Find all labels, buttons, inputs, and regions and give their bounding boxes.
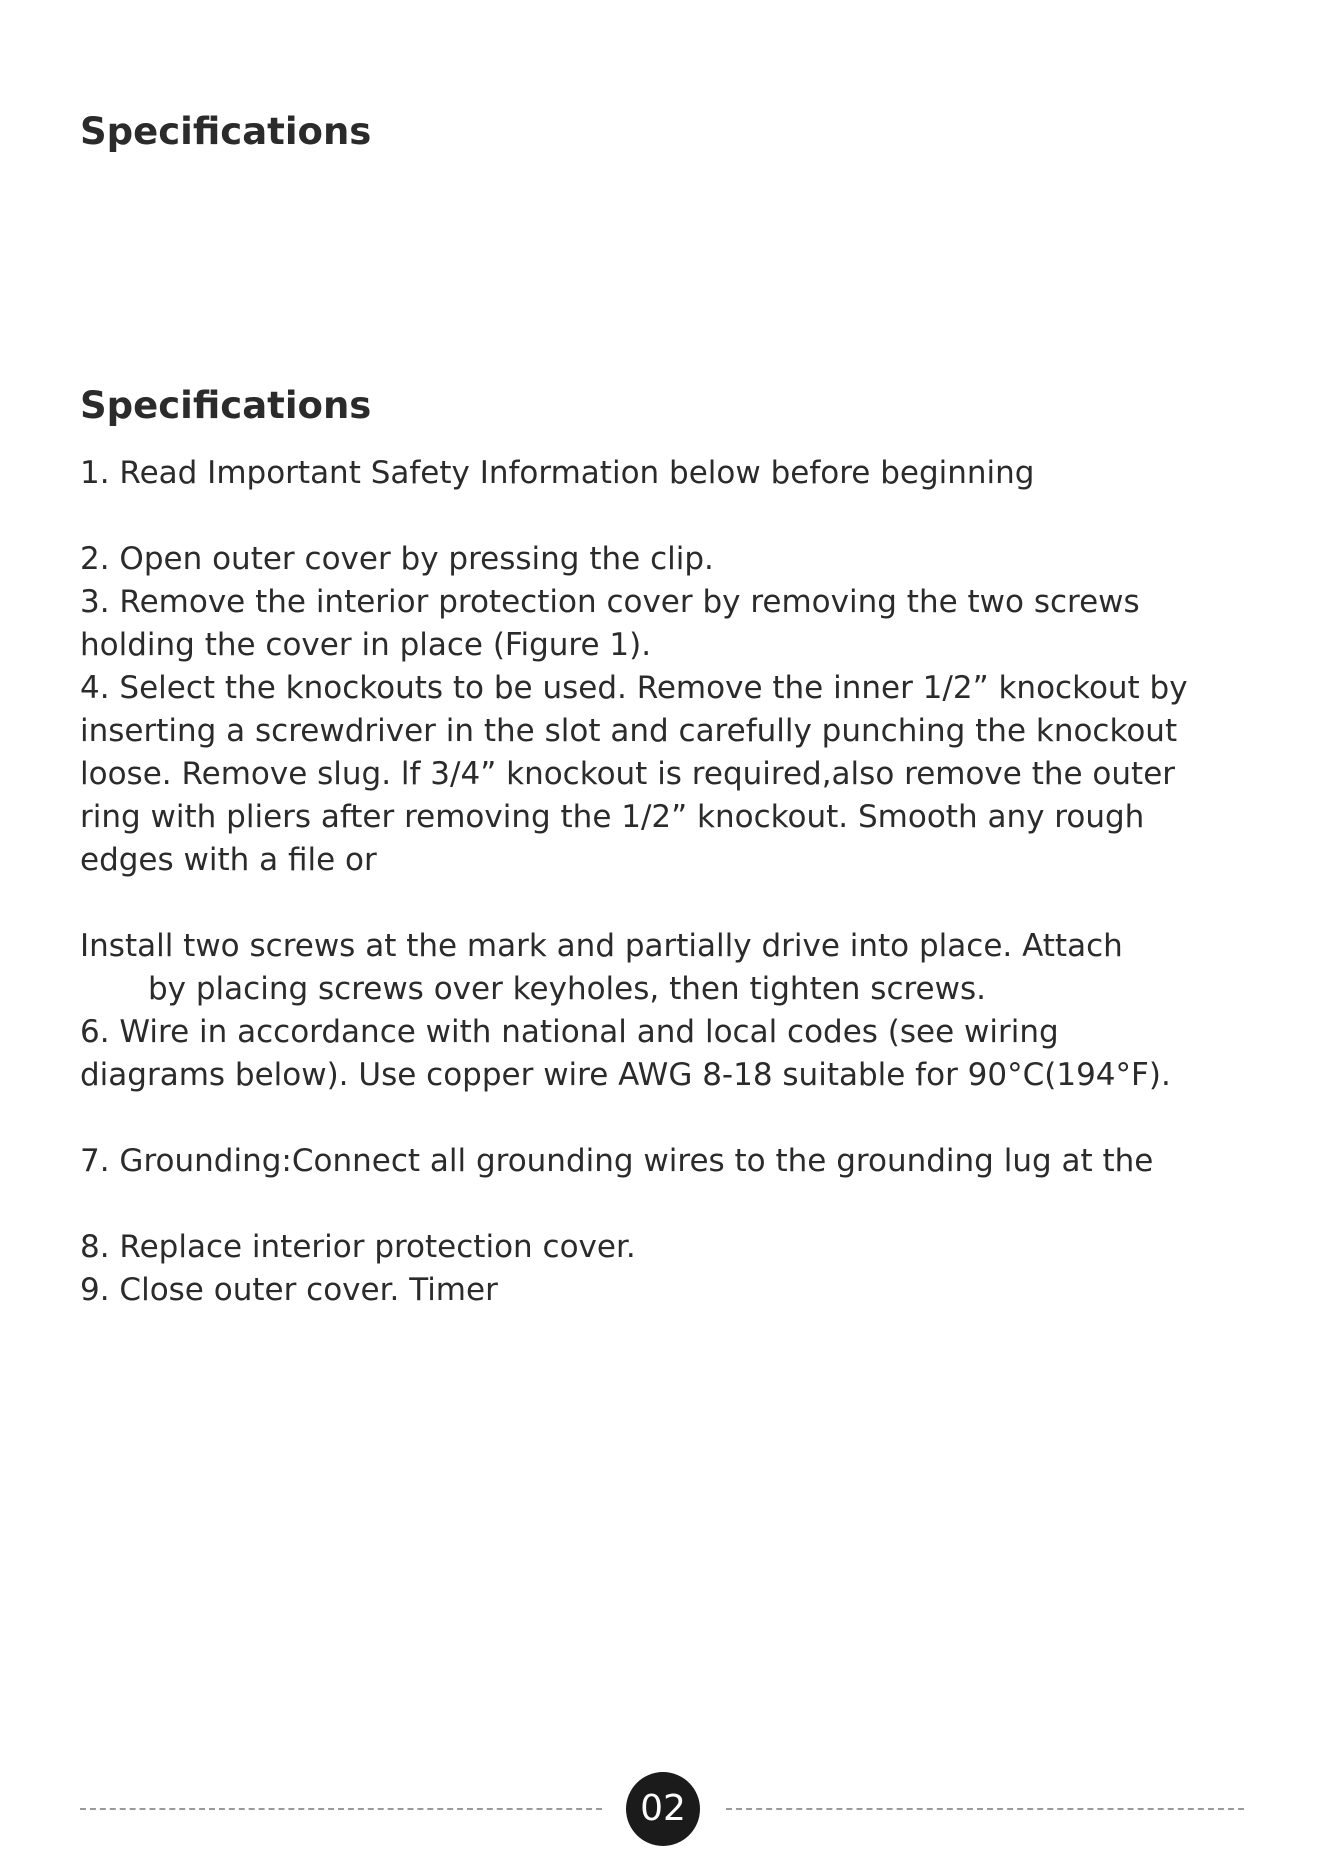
paragraph-gap	[80, 1183, 1260, 1226]
paragraph-gap	[80, 1097, 1260, 1140]
instruction-line: 8. Replace interior protection cover.	[80, 1229, 636, 1265]
instruction-line: 7. Grounding:Connect all grounding wires to the grounding lug at the	[80, 1143, 1154, 1179]
section-heading-top: Specifications	[80, 110, 372, 153]
page-footer	[80, 1772, 1244, 1846]
footer-dashed-rule-right	[726, 1808, 1244, 1810]
instruction-line: ring with pliers after removing the 1/2” knockout. Smooth any rough	[80, 799, 1145, 835]
instruction-line: by placing screws over keyholes, then tighten screws.	[148, 971, 986, 1007]
footer-dashed-rule-left	[80, 1808, 602, 1810]
instruction-line: holding the cover in place (Figure 1).	[80, 627, 652, 663]
page-number-badge: 02	[626, 1772, 700, 1846]
section-heading-specifications: Specifications	[80, 384, 372, 427]
paragraph-gap	[80, 882, 1260, 925]
instruction-line: diagrams below). Use copper wire AWG 8-18 suitable for 90°C(194°F).	[80, 1057, 1171, 1093]
instruction-line: 1. Read Important Safety Information below before beginning	[80, 455, 1035, 491]
instructions-text	[80, 452, 1260, 1312]
instruction-line: 3. Remove the interior protection cover by removing the two screws	[80, 584, 1140, 620]
instruction-line: 6. Wire in accordance with national and local codes (see wiring	[80, 1014, 1059, 1050]
instruction-line: 9. Close outer cover. Timer	[80, 1272, 498, 1308]
instruction-line: 2. Open outer cover by pressing the clip.	[80, 541, 714, 577]
instruction-line: inserting a screwdriver in the slot and carefully punching the knockout	[80, 713, 1178, 749]
instruction-line: edges with a file or	[80, 842, 377, 878]
instruction-line: loose. Remove slug. lf 3/4” knockout is required,also remove the outer	[80, 756, 1176, 792]
paragraph-gap	[80, 495, 1260, 538]
instruction-line: Install two screws at the mark and partially drive into place. Attach	[80, 928, 1123, 964]
instruction-line: 4. Select the knockouts to be used. Remove the inner 1/2” knockout by	[80, 670, 1188, 706]
